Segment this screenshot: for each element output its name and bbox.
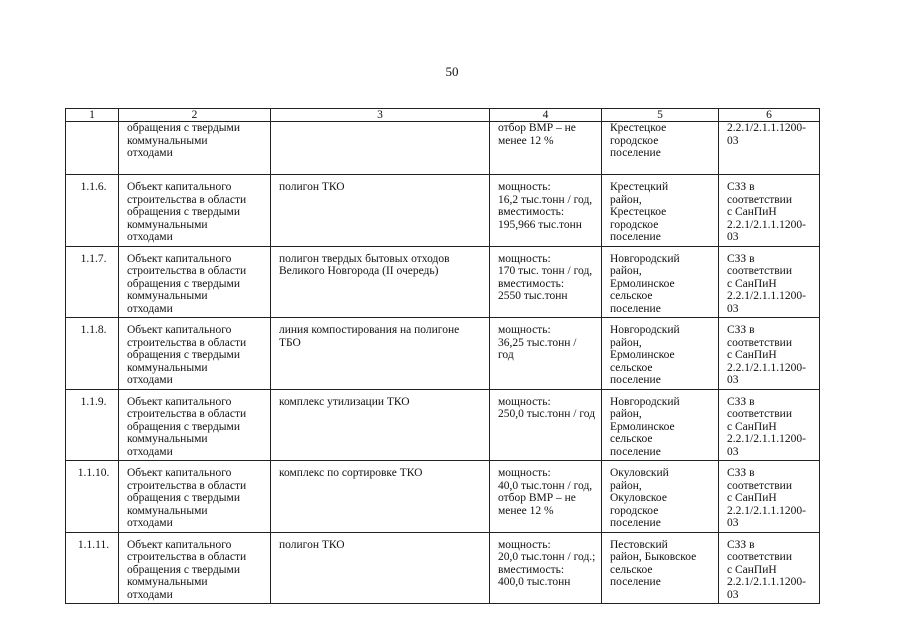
table-row	[66, 389, 820, 461]
table-header-row	[66, 109, 820, 122]
cell-number: 1.1.7.	[66, 246, 119, 318]
column-header: 2	[119, 109, 271, 122]
cell-object-name: комплекс утилизации ТКО	[271, 389, 490, 461]
cell-zone: СЗЗ в соответствии с СанПиН 2.2.1/2.1.1.1200-03	[719, 318, 820, 390]
cell-object-name: линия компостирования на полигоне ТБО	[271, 318, 490, 390]
cell-object-name: полигон ТКО	[271, 532, 490, 604]
cell-object-type: Объект капитального строительства в области обращения с твердыми коммунальными отходами	[119, 246, 271, 318]
table-row	[66, 246, 820, 318]
planned-objects-table	[65, 108, 820, 604]
cell-zone: СЗЗ в соответствии с СанПиН 2.2.1/2.1.1.1200-03	[719, 389, 820, 461]
table-row	[66, 532, 820, 604]
column-header: 1	[66, 109, 119, 122]
column-header: 6	[719, 109, 820, 122]
cell-object-name	[271, 122, 490, 175]
cell-parameters: мощность: 170 тыс. тонн / год, вместимость: 2550 тыс.тонн	[490, 246, 602, 318]
table-row	[66, 318, 820, 390]
cell-location: Новгородский район, Ермолинское сельское поселение	[602, 246, 719, 318]
cell-parameters: мощность: 16,2 тыс.тонн / год, вместимость: 195,966 тыс.тонн	[490, 175, 602, 247]
cell-zone: 2.2.1/2.1.1.1200-03	[719, 122, 820, 175]
cell-object-type: обращения с твердыми коммунальными отходами	[119, 122, 271, 175]
column-header: 5	[602, 109, 719, 122]
cell-parameters: отбор ВМР – не менее 12 %	[490, 122, 602, 175]
cell-location: Пестовский район, Быковское сельское поселение	[602, 532, 719, 604]
cell-location: Крестецкий район, Крестецкое городское поселение	[602, 175, 719, 247]
cell-location: Новгородский район, Ермолинское сельское поселение	[602, 318, 719, 390]
cell-location: Крестецкое городское поселение	[602, 122, 719, 175]
cell-object-type: Объект капитального строительства в области обращения с твердыми коммунальными отходами	[119, 318, 271, 390]
cell-zone: СЗЗ в соответствии с СанПиН 2.2.1/2.1.1.1200-03	[719, 246, 820, 318]
cell-location: Новгородский район, Ермолинское сельское поселение	[602, 389, 719, 461]
table-row	[66, 461, 820, 533]
cell-location: Окуловский район, Окуловское городское поселение	[602, 461, 719, 533]
cell-object-type: Объект капитального строительства в области обращения с твердыми коммунальными отходами	[119, 461, 271, 533]
cell-number: 1.1.6.	[66, 175, 119, 247]
cell-number	[66, 122, 119, 175]
page-number: 50	[445, 64, 459, 79]
cell-object-name: полигон твердых бытовых отходов Великого Новгорода (II очередь)	[271, 246, 490, 318]
table-row	[66, 175, 820, 247]
cell-object-name: полигон ТКО	[271, 175, 490, 247]
cell-zone: СЗЗ в соответствии с СанПиН 2.2.1/2.1.1.1200-03	[719, 175, 820, 247]
cell-object-type: Объект капитального строительства в области обращения с твердыми коммунальными отходами	[119, 389, 271, 461]
column-header: 4	[490, 109, 602, 122]
cell-object-name: комплекс по сортировке ТКО	[271, 461, 490, 533]
cell-number: 1.1.10.	[66, 461, 119, 533]
cell-object-type: Объект капитального строительства в области обращения с твердыми коммунальными отходами	[119, 532, 271, 604]
column-header: 3	[271, 109, 490, 122]
cell-zone: СЗЗ в соответствии с СанПиН 2.2.1/2.1.1.1200-03	[719, 461, 820, 533]
table-row-continuation	[66, 122, 820, 175]
cell-number: 1.1.11.	[66, 532, 119, 604]
cell-parameters: мощность: 250,0 тыс.тонн / год	[490, 389, 602, 461]
cell-object-type: Объект капитального строительства в области обращения с твердыми коммунальными отходами	[119, 175, 271, 247]
cell-parameters: мощность: 20,0 тыс.тонн / год.; вместимость: 400,0 тыс.тонн	[490, 532, 602, 604]
cell-parameters: мощность: 40,0 тыс.тонн / год, отбор ВМР – не менее 12 %	[490, 461, 602, 533]
cell-number: 1.1.9.	[66, 389, 119, 461]
cell-zone: СЗЗ в соответствии с СанПиН 2.2.1/2.1.1.1200-03	[719, 532, 820, 604]
cell-parameters: мощность: 36,25 тыс.тонн / год	[490, 318, 602, 390]
cell-number: 1.1.8.	[66, 318, 119, 390]
